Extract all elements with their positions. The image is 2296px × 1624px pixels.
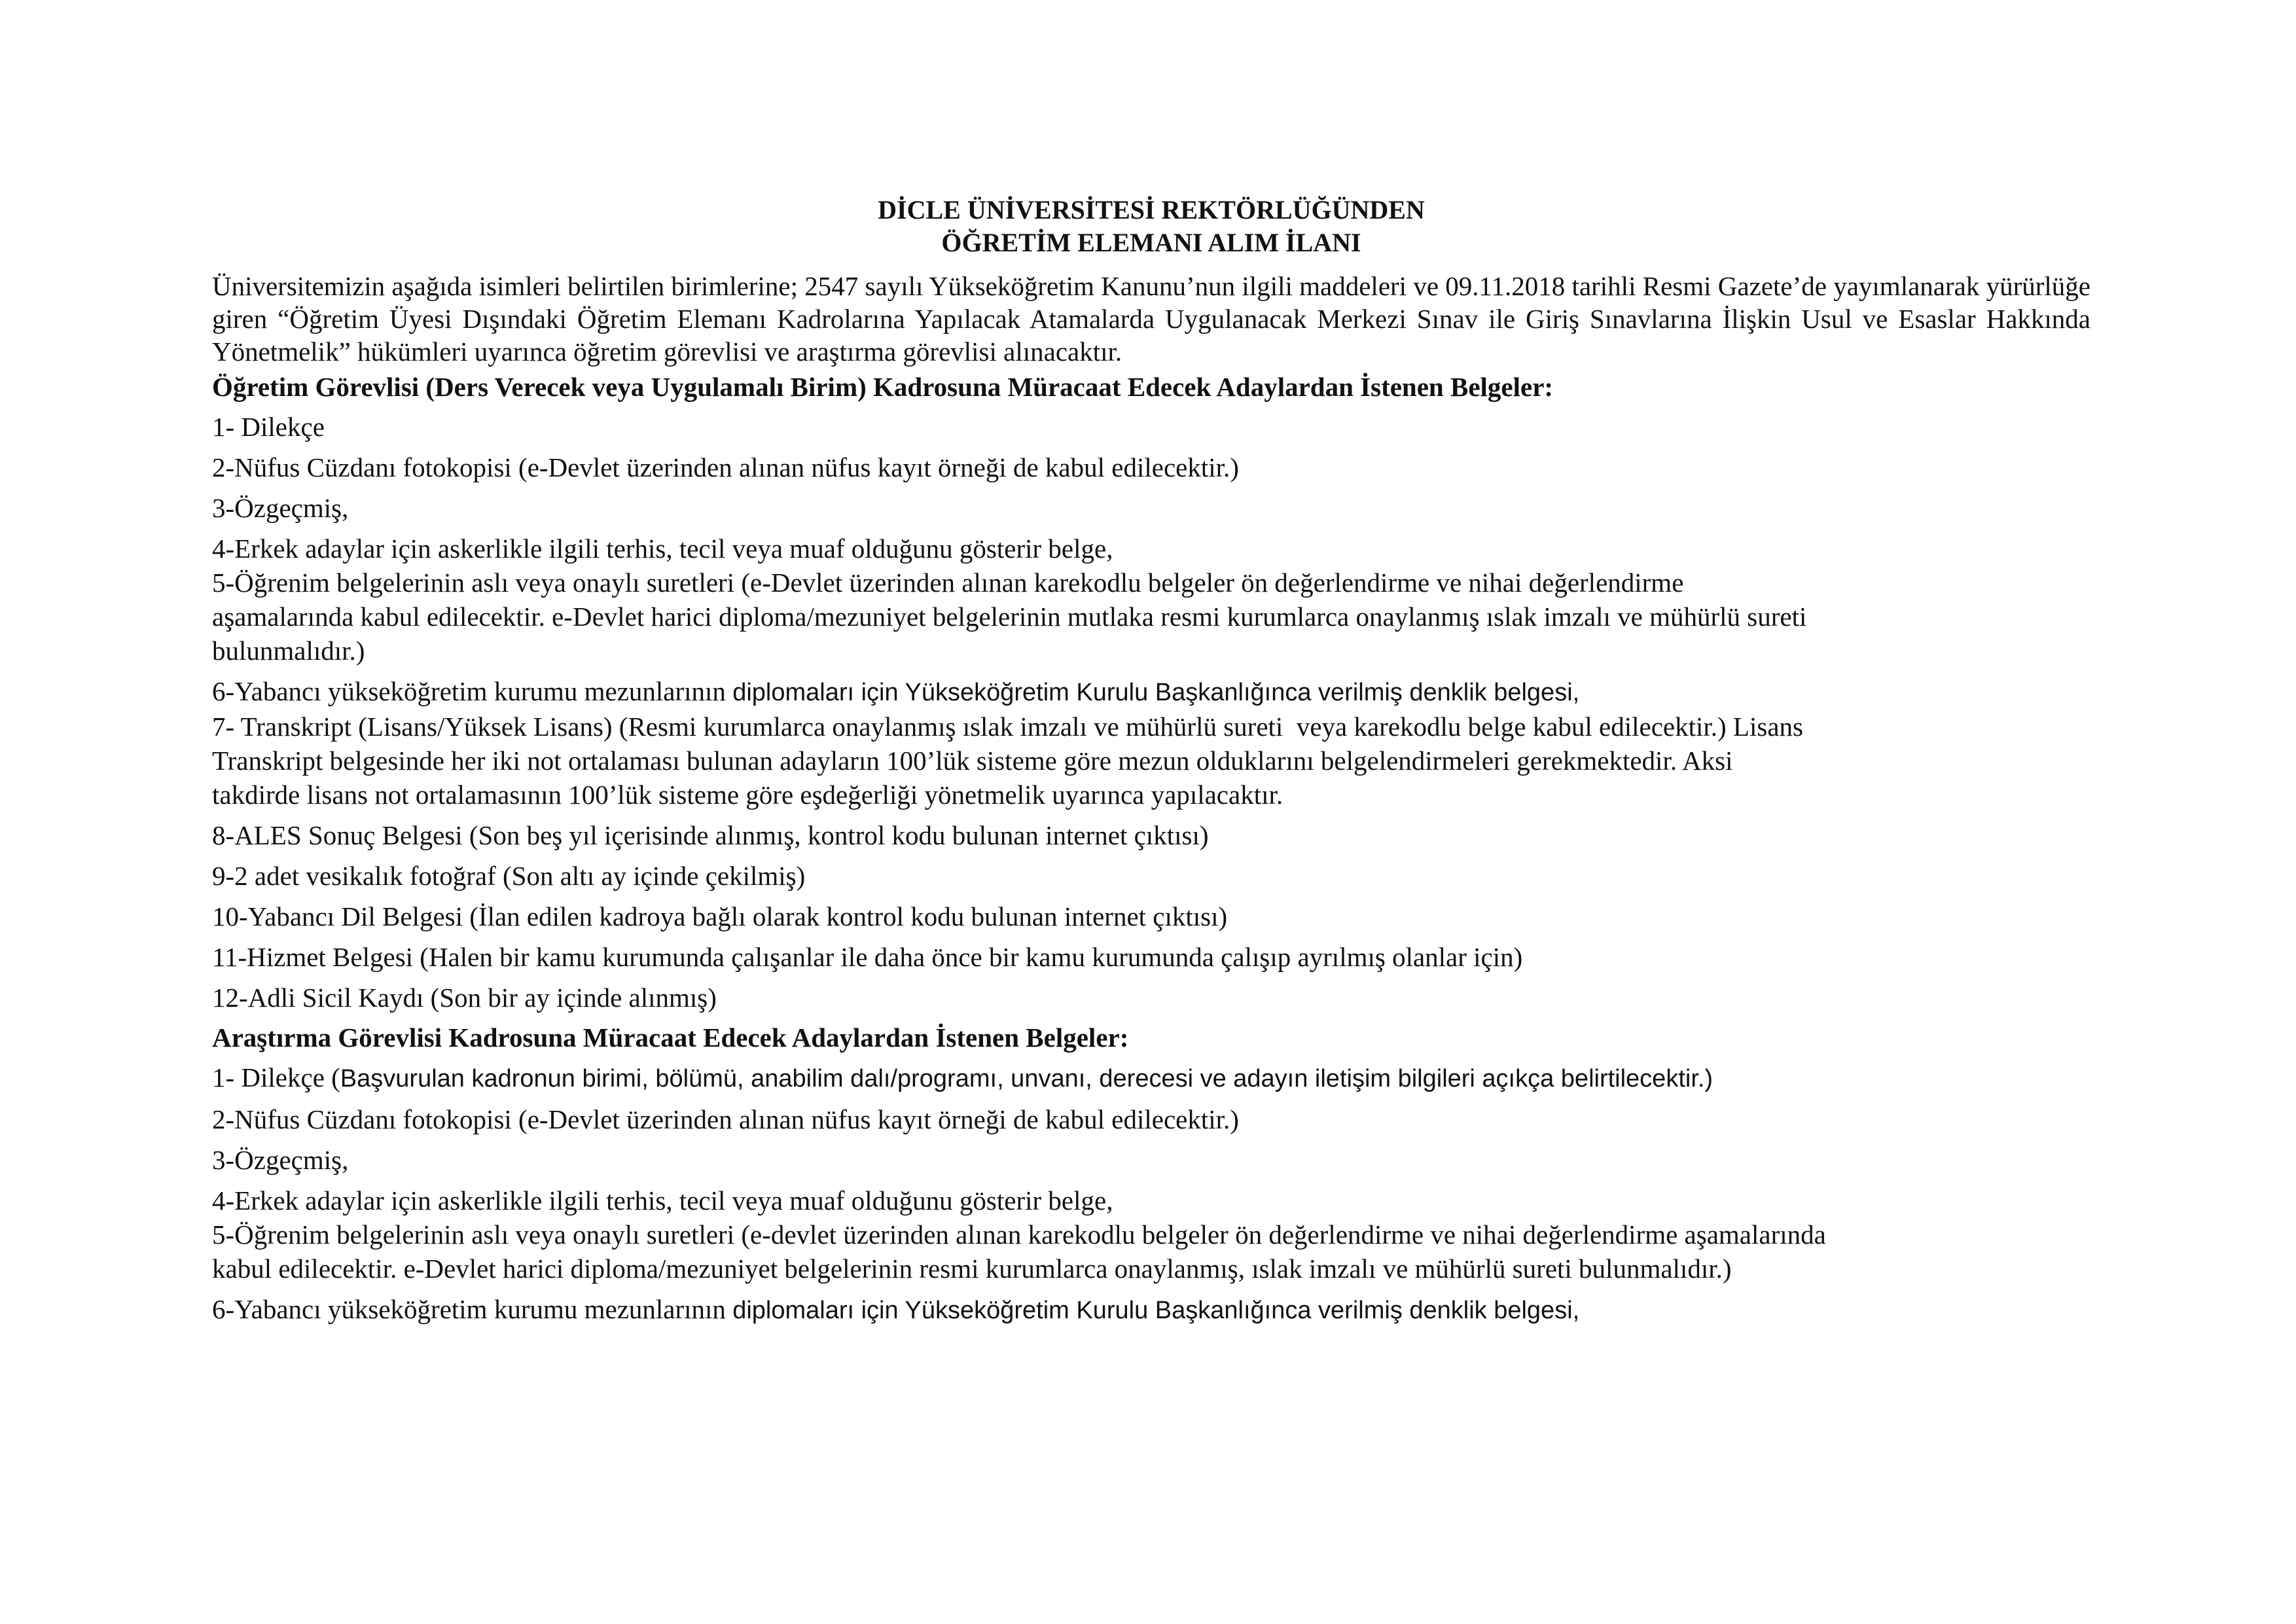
announcement-title [212, 194, 2090, 259]
research-doc-1 [212, 1060, 2090, 1096]
lecturer-doc-7: 7- Transkript (Lisans/Yüksek Lisans) (Resmi kurumlarca onaylanmış ıslak imzalı ve mühürlü sureti veya karekodlu belge kabul edilecektir.) Lisans Transkript belgesinde her iki not ortalaması bulunan adayların 100’lük sisteme göre mezun olduklarını belgelendirmeleri gerekmektedir. Aksi takdirde lisans not ortalamasının 100’lük sisteme göre eşdeğerliği yönetmelik uyarınca yapılacaktır. [212, 712, 1803, 810]
research-doc-4: 4-Erkek adaylar için askerlikle ilgili terhis, tecil veya muaf olduğunu gösterir belge, [212, 1185, 1113, 1216]
research-doc-6-part-b: diplomaları için Yükseköğretim Kurulu Başkanlığınca verilmiş denklik belgesi, [732, 1297, 1580, 1324]
lecturer-doc-5: 5-Öğrenim belgelerinin aslı veya onaylı suretleri (e-Devlet üzerinden alınan karekodlu belgeler ön değerlendirme ve nihai değerlendirme aşamalarında kabul edilecektir. e-Devlet harici diploma/mezuniyet belgelerinin mutlaka resmi kurumlarca onaylanmış ıslak imzalı ve mühürlü sureti bulunmalıdır.) [212, 568, 1807, 666]
research-doc-5: 5-Öğrenim belgelerinin aslı veya onaylı suretleri (e-devlet üzerinden alınan karekodlu belgeler ön değerlendirme ve nihai değerlendirme aşamalarında kabul edilecektir. e-Devlet harici diploma/mezuniyet belgelerinin resmi kurumlarca onaylanmış, ıslak imzalı ve mühürlü sureti bulunmalıdır.) [212, 1219, 1826, 1284]
lecturer-doc-9: 9-2 adet vesikalık fotoğraf (Son altı ay içinde çekilmiş) [212, 861, 806, 891]
research-doc-6 [212, 1292, 2090, 1327]
lecturer-doc-2: 2-Nüfus Cüzdanı fotokopisi (e-Devlet üzerinden alınan nüfus kayıt örneği de kabul edilecektir.) [212, 452, 1239, 482]
lecturer-doc-8: 8-ALES Sonuç Belgesi (Son beş yıl içerisinde alınmış, kontrol kodu bulunan internet çıktısı) [212, 820, 1209, 850]
section-lecturer-heading: Öğretim Görevlisi (Ders Verecek veya Uygulamalı Birim) Kadrosuna Müracaat Edecek Adaylardan İstenen Belgeler: [212, 372, 1554, 402]
lecturer-doc-12: 12-Adli Sicil Kaydı (Son bir ay içinde alınmış) [212, 983, 717, 1013]
research-doc-3: 3-Özgeçmiş, [212, 1145, 349, 1175]
lecturer-doc-6-part-a: 6-Yabancı yükseköğretim kurumu mezunlarının [212, 676, 733, 706]
lecturer-doc-11: 11-Hizmet Belgesi (Halen bir kamu kurumunda çalışanlar ile daha önce bir kamu kurumunda çalışıp ayrılmış olanlar için) [212, 942, 1523, 972]
lecturer-doc-6-part-b: diplomaları için Yükseköğretim Kurulu Başkanlığınca verilmiş denklik belgesi, [732, 679, 1580, 706]
research-doc-6-part-a: 6-Yabancı yükseköğretim kurumu mezunlarının [212, 1294, 733, 1324]
institution-name: DİCLE ÜNİVERSİTESİ REKTÖRLÜĞÜNDEN [878, 195, 1425, 225]
lecturer-doc-10: 10-Yabancı Dil Belgesi (İlan edilen kadroya bağlı olarak kontrol kodu bulunan internet çıktısı) [212, 901, 1228, 931]
intro-paragraph: Üniversitemizin aşağıda isimleri belirtilen birimlerine; 2547 sayılı Yükseköğretim Kanunu’nun ilgili maddeleri ve 09.11.2018 tarihli Resmi Gazete’de yayımlanarak yürürlüğe giren “Öğretim Üyesi Dışındaki Öğretim Elemanı Kadrolarına Yapılacak Atamalarda Uygulanacak Merkezi Sınav ile Giriş Sınavlarına İlişkin Usul ve Esaslar Hakkında Yönetmelik” hükümleri uyarınca öğretim görevlisi ve araştırma görevlisi alınacaktır. [212, 271, 2090, 367]
lecturer-doc-6 [212, 674, 2090, 710]
lecturer-doc-3: 3-Özgeçmiş, [212, 493, 349, 523]
lecturer-doc-4: 4-Erkek adaylar için askerlikle ilgili terhis, tecil veya muaf olduğunu gösterir belge, [212, 533, 1113, 564]
section-research-assistant-heading: Araştırma Görevlisi Kadrosuna Müracaat Edecek Adaylardan İstenen Belgeler: [212, 1022, 1129, 1053]
research-doc-1-part-b: Başvurulan kadronun birimi, bölümü, anabilim dalı/programı, unvanı, derecesi ve adayın iletişim bilgileri açıkça belirtilecektir.) [340, 1065, 1713, 1092]
research-doc-2: 2-Nüfus Cüzdanı fotokopisi (e-Devlet üzerinden alınan nüfus kayıt örneği de kabul edilecektir.) [212, 1104, 1239, 1134]
announcement-heading: ÖĞRETİM ELEMANI ALIM İLANI [941, 228, 1361, 257]
announcement-page [212, 194, 2090, 1334]
research-doc-1-part-a: 1- Dilekçe ( [212, 1062, 340, 1092]
lecturer-doc-1: 1- Dilekçe [212, 412, 325, 442]
